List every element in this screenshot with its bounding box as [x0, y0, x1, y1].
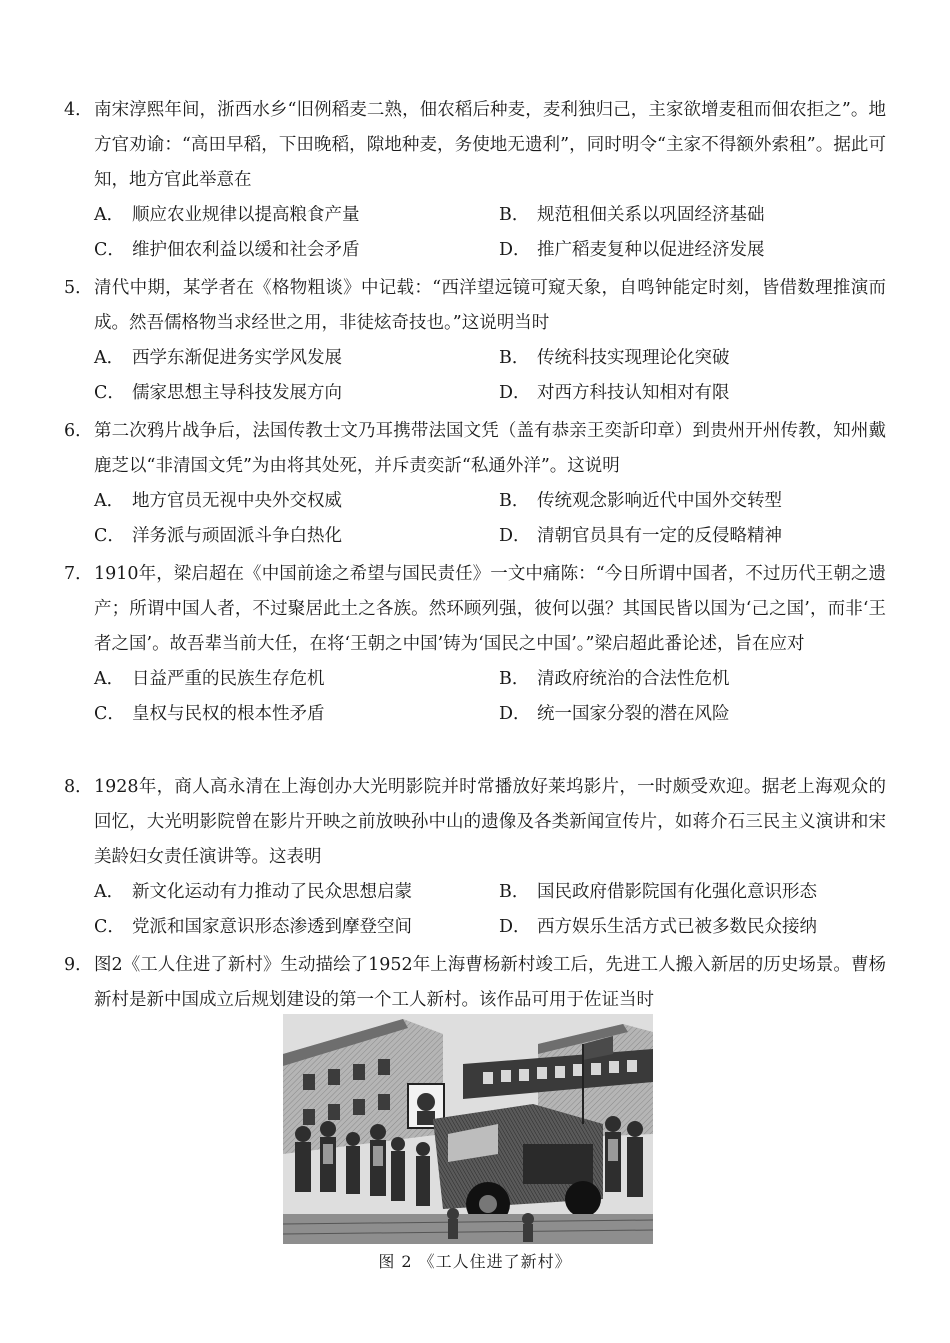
question-5 [64, 271, 886, 411]
question-4 [64, 93, 886, 268]
option-text: 顺应农业规律以提高粮食产量 [132, 205, 360, 225]
option-letter: D． [499, 526, 531, 546]
question-8 [64, 770, 886, 945]
portrait-head [417, 1093, 435, 1111]
option-list [94, 875, 886, 945]
option-list [94, 484, 886, 554]
question-6 [64, 414, 886, 554]
option-c [94, 910, 494, 945]
question-7 [64, 557, 886, 732]
option-c [94, 519, 494, 554]
question-stem: 1928年，商人高永清在上海创办大光明影院并时常播放好莱坞影片，一时颇受欢迎。据老上海观众的回忆，大光明影院曾在影片开映之前放映孙中山的遗像及各类新闻宣传片，如蒋介石三民主义演讲和宋美龄妇女责任演讲等。这表明 [94, 777, 886, 867]
option-d [499, 697, 899, 732]
option-list [94, 341, 886, 411]
option-text: 党派和国家意识形态渗透到摩登空间 [132, 917, 412, 937]
option-letter: A． [94, 348, 125, 368]
ground [283, 1214, 653, 1244]
option-a [94, 198, 494, 233]
option-a [94, 341, 494, 376]
figure-caption: 图 2 《工人住进了新村》 [378, 1252, 572, 1271]
option-letter: B． [499, 669, 530, 689]
option-b [499, 484, 899, 519]
question-number: 6． [64, 421, 93, 441]
option-a [94, 484, 494, 519]
option-letter: A． [94, 205, 125, 225]
option-text: 西方娱乐生活方式已被多数民众接纳 [537, 917, 817, 937]
option-c [94, 233, 494, 268]
option-letter: C． [94, 917, 125, 937]
option-c [94, 376, 494, 411]
option-letter: B． [499, 882, 530, 902]
option-c [94, 697, 494, 732]
question-stem: 图2《工人住进了新村》生动描绘了1952年上海曹杨新村竣工后，先进工人搬入新居的历史场景。曹杨新村是新中国成立后规划建设的第一个工人新村。该作品可用于佐证当时 [94, 955, 886, 1010]
truck-wheel-rear [565, 1181, 601, 1217]
portrait-body [417, 1111, 435, 1125]
option-text: 地方官员无视中央外交权威 [132, 491, 342, 511]
option-a [94, 875, 494, 910]
option-letter: C． [94, 526, 125, 546]
option-text: 国民政府借影院国有化强化意识形态 [537, 882, 817, 902]
option-b [499, 341, 899, 376]
option-text: 传统观念影响近代中国外交转型 [537, 491, 782, 511]
question-number: 9． [64, 955, 93, 975]
question-number: 5． [64, 278, 93, 298]
option-d [499, 376, 899, 411]
option-text: 洋务派与顽固派斗争白热化 [132, 526, 342, 546]
option-b [499, 198, 899, 233]
option-letter: D． [499, 240, 531, 260]
option-text: 推广稻麦复种以促进经济发展 [537, 240, 765, 260]
option-text: 清政府统治的合法性危机 [537, 669, 730, 689]
option-text: 维护佃农利益以缓和社会矛盾 [132, 240, 360, 260]
option-text: 统一国家分裂的潜在风险 [537, 704, 730, 724]
option-text: 西学东渐促进务实学风发展 [132, 348, 342, 368]
option-letter: D． [499, 704, 531, 724]
option-letter: C． [94, 704, 125, 724]
question-9 [64, 948, 886, 1018]
option-letter: C． [94, 240, 125, 260]
option-a [94, 662, 494, 697]
illustration-svg [283, 1014, 653, 1244]
option-d [499, 910, 899, 945]
option-b [499, 662, 899, 697]
option-list [94, 662, 886, 732]
question-stem: 第二次鸦片战争后，法国传教士文乃耳携带法国文凭（盖有恭亲王奕訢印章）到贵州开州传教，知州戴鹿芝以“非清国文凭”为由将其处死，并斥责奕訢“私通外洋”。这说明 [94, 421, 886, 476]
option-text: 对西方科技认知相对有限 [537, 383, 730, 403]
figure-2-illustration [283, 1014, 653, 1244]
option-text: 儒家思想主导科技发展方向 [132, 383, 342, 403]
option-letter: A． [94, 669, 125, 689]
option-d [499, 233, 899, 268]
option-letter: D． [499, 383, 531, 403]
truck-grille [523, 1144, 593, 1184]
question-stem: 南宋淳熙年间，浙西水乡“旧例稻麦二熟，佃农稻后种麦，麦利独归己，主家欲增麦租而佃农拒之”。地方官劝谕：“高田早稻，下田晚稻，隙地种麦，务使地无遗利”，同时明令“主家不得额外索租”。据此可知，地方官此举意在 [94, 100, 886, 190]
question-stem: 1910年，梁启超在《中国前途之希望与国民责任》一文中痛陈：“今日所谓中国者，不过历代王朝之遗产；所谓中国人者，不过聚居此土之各族。然环顾列强，彼何以强？其国民皆以国为‘己之国’，而非‘王者之国’。故吾辈当前大任，在将‘王朝之中国’铸为‘国民之中国’。”梁启超此番论述，旨在应对 [94, 564, 886, 654]
option-letter: B． [499, 491, 530, 511]
question-number: 7． [64, 564, 93, 584]
option-letter: C． [94, 383, 125, 403]
option-text: 新文化运动有力推动了民众思想启蒙 [132, 882, 412, 902]
option-list [94, 198, 886, 268]
option-text: 规范租佃关系以巩固经济基础 [537, 205, 765, 225]
question-number: 8． [64, 777, 93, 797]
option-letter: D． [499, 917, 531, 937]
option-text: 清朝官员具有一定的反侵略精神 [537, 526, 782, 546]
option-text: 日益严重的民族生存危机 [132, 669, 325, 689]
question-stem: 清代中期，某学者在《格物粗谈》中记载：“西洋望远镜可窥天象，自鸣钟能定时刻，皆借数理推演而成。然吾儒格物当求经世之用，非徒炫奇技也。”这说明当时 [94, 278, 886, 333]
question-number: 4． [64, 100, 93, 120]
option-text: 传统科技实现理论化突破 [537, 348, 730, 368]
truck-hub-front [479, 1195, 497, 1213]
option-b [499, 875, 899, 910]
option-letter: A． [94, 882, 125, 902]
option-letter: A． [94, 491, 125, 511]
option-letter: B． [499, 348, 530, 368]
option-text: 皇权与民权的根本性矛盾 [132, 704, 325, 724]
option-letter: B． [499, 205, 530, 225]
option-d [499, 519, 899, 554]
